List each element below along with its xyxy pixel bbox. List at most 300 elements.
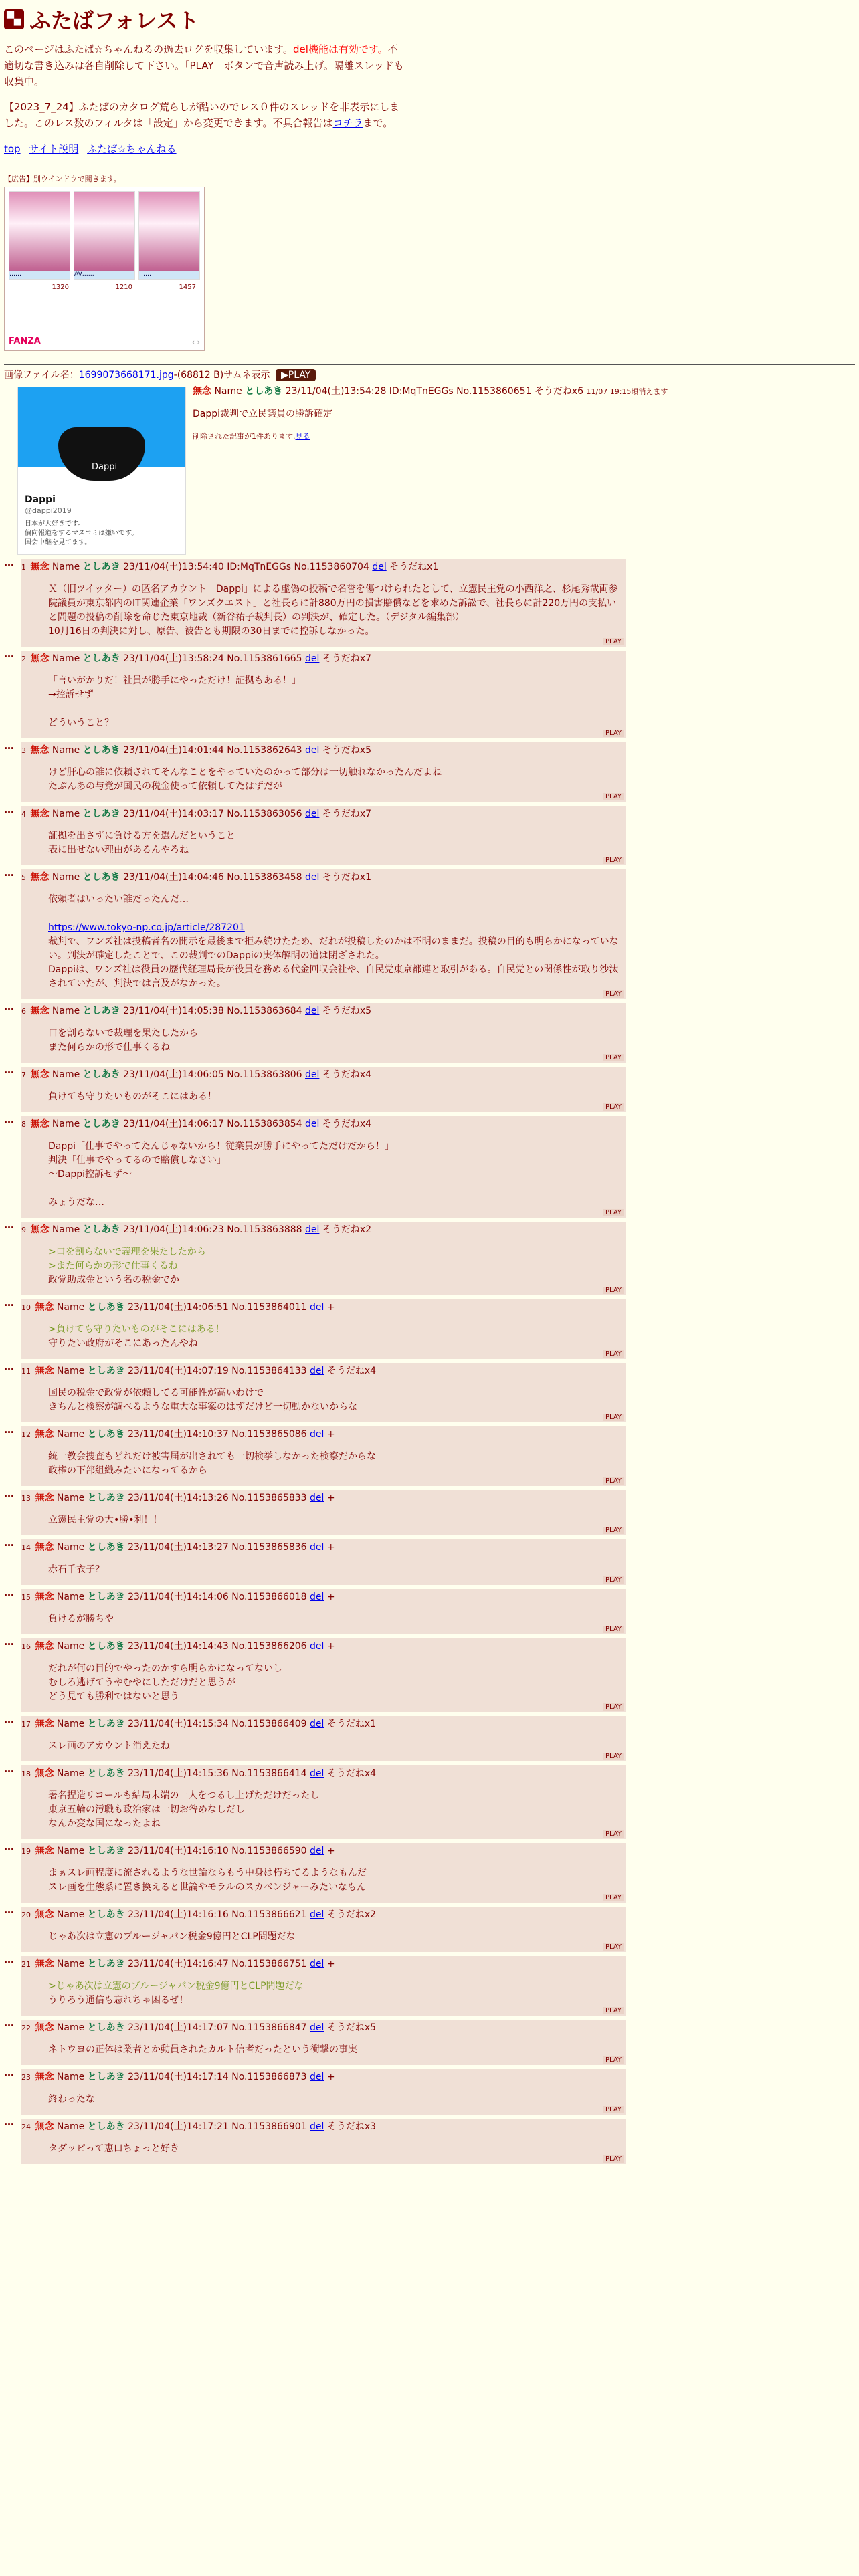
reply-text [48, 1662, 624, 1704]
reply-datetime: 23/11/04(土)14:04:46 No.1153863458 [123, 872, 302, 883]
reply-body [21, 1716, 626, 1761]
del-link[interactable]: del [310, 1542, 324, 1553]
ad-image [139, 192, 199, 271]
reply-play-button[interactable]: PLAY [603, 1703, 624, 1711]
deleted-note [193, 431, 668, 441]
reply [4, 742, 855, 806]
reply-line: 「言いがかりだ！社員が勝手にやっただけ！証拠もある！」 [48, 675, 301, 686]
sodane-button[interactable]: そうだねx1 [326, 1719, 377, 1729]
reply-header [21, 1717, 624, 1731]
reply [4, 1840, 855, 1907]
reply-name: としあき [87, 1768, 125, 1779]
reply [4, 1539, 855, 1589]
del-link[interactable]: del [310, 2121, 324, 2132]
reply-name: としあき [87, 1542, 125, 1553]
reply-name: としあき [87, 2121, 125, 2132]
del-link[interactable]: del [310, 1429, 324, 1440]
reply-play-button[interactable]: PLAY [603, 1753, 624, 1760]
sodane-button[interactable]: + [326, 1959, 335, 1969]
reply-play-button[interactable]: PLAY [603, 1894, 624, 1901]
op-subject: 無念 [193, 386, 211, 397]
reply-name-label: Name [56, 2022, 85, 2033]
reply-line: 赤石千衣子？ [48, 1564, 104, 1575]
ad-banner[interactable] [4, 187, 205, 351]
reply-text [48, 1450, 624, 1478]
reply-line: 守りたい政府がそこにあったんやね [48, 1338, 198, 1349]
reply-play-button[interactable]: PLAY [603, 2056, 624, 2064]
reply-number: 9 [21, 1226, 26, 1235]
ad-item[interactable] [138, 191, 200, 280]
reply-play-button[interactable]: PLAY [603, 730, 624, 737]
sodane-button[interactable]: + [326, 1542, 335, 1553]
reply-marker: … [4, 1537, 14, 1549]
reply-number: 8 [21, 1120, 26, 1129]
site-logo[interactable]: ▀▄ [4, 9, 24, 29]
sodane-button[interactable]: そうだねx1 [322, 872, 372, 883]
reply-datetime: 23/11/04(土)14:17:14 No.1153866873 [128, 2072, 307, 2082]
reply-number: 11 [21, 1367, 31, 1376]
del-link[interactable]: del [305, 809, 320, 819]
reply-line: たぶんあの与党が国民の税金使って依頼してたはずだが [48, 781, 282, 792]
reply [4, 1586, 855, 1638]
sodane-button[interactable]: + [326, 2072, 335, 2082]
reply-subject: 無念 [35, 1429, 54, 1440]
reply-text [48, 1386, 624, 1414]
top-link[interactable]: top [4, 143, 21, 155]
sodane-button[interactable]: + [326, 1493, 335, 1503]
reply-name: としあき [82, 653, 120, 664]
sodane-button[interactable]: そうだねx7 [322, 653, 372, 664]
del-link[interactable]: del [310, 1846, 324, 1856]
reply-datetime: 23/11/04(土)14:15:34 No.1153866409 [128, 1719, 307, 1729]
reply-text [48, 1513, 624, 1527]
reply-datetime: 23/11/04(土)14:10:37 No.1153865086 [128, 1429, 307, 1440]
reply-datetime: 23/11/04(土)13:58:24 No.1153861665 [123, 653, 302, 664]
reply-line [48, 907, 624, 921]
reply-subject: 無念 [30, 745, 50, 756]
sodane-button[interactable]: そうだねx7 [322, 809, 372, 819]
reply-marker: … [4, 556, 14, 568]
site-title: ふたばフォレスト [29, 8, 199, 33]
reply-subject: 無念 [30, 1119, 50, 1130]
reply-line: 終わったな [48, 2094, 95, 2105]
reply-line [48, 702, 624, 716]
reply [4, 1426, 855, 1490]
reply-play-button[interactable]: PLAY [603, 1054, 624, 1061]
reply-header [21, 871, 624, 885]
reply-line: 依頼者はいったい誰だったんだ… [48, 894, 189, 905]
sodane-button[interactable]: そうだねx5 [322, 1006, 372, 1016]
reply-marker: … [4, 1904, 14, 1916]
reply-name: としあき [82, 1224, 120, 1235]
reply-name-label: Name [56, 2072, 85, 2082]
reply-name-label: Name [56, 1909, 85, 1920]
reply-line [48, 1182, 624, 1196]
reply-body [21, 1222, 626, 1295]
reply-name-label: Name [56, 1542, 85, 1553]
reply-subject: 無念 [35, 1959, 54, 1969]
del-link[interactable]: del [305, 745, 320, 756]
reply-header [21, 2070, 624, 2084]
del-link[interactable]: del [310, 1959, 324, 1969]
reply-datetime: 23/11/04(土)14:16:10 No.1153866590 [128, 1846, 307, 1856]
del-link[interactable]: del [305, 1224, 320, 1235]
reply-text [48, 1323, 624, 1351]
reply-play-button[interactable]: PLAY [603, 1477, 624, 1485]
reply-subject: 無念 [35, 1768, 54, 1779]
reply-play-button[interactable]: PLAY [603, 1350, 624, 1358]
del-link[interactable]: del [310, 2072, 324, 2082]
reply-marker: … [4, 803, 14, 815]
reply-marker: … [4, 1113, 14, 1125]
reply-name-label: Name [52, 1119, 80, 1130]
reply-number: 4 [21, 810, 26, 819]
reply-subject: 無念 [35, 1542, 54, 1553]
reply-marker: … [4, 867, 14, 879]
ad-caption: …… [139, 271, 199, 279]
del-link[interactable]: del [310, 1366, 324, 1376]
reply-line: けど肝心の誰に依頼されてそんなことをやっていたのかって部分は一切触れなかったんだよね [48, 767, 442, 778]
sodane-button[interactable]: そうだねx6 [534, 386, 584, 397]
reply-line: 証拠を出さずに負ける方を選んだということ [48, 831, 235, 841]
sodane-button[interactable]: + [326, 1641, 335, 1652]
reply-header [21, 744, 624, 758]
reply-name-label: Name [52, 872, 80, 883]
reply-play-button[interactable]: PLAY [603, 638, 624, 645]
reply-text [48, 893, 624, 991]
reply [4, 2066, 855, 2119]
sodane-button[interactable]: そうだねx3 [326, 2121, 377, 2132]
reply-marker: … [4, 1763, 14, 1775]
reply-body [21, 1299, 626, 1359]
reply-line: 〜Dappi控訴せず〜 [48, 1169, 132, 1180]
reply-marker: … [4, 1487, 14, 1499]
sodane-button[interactable]: そうだねx1 [389, 562, 439, 572]
reply-play-button[interactable]: PLAY [603, 990, 624, 998]
reply-header [21, 1640, 624, 1654]
op-name: としあき [245, 386, 283, 397]
reply-name-label: Name [56, 1429, 85, 1440]
sodane-button[interactable]: そうだねx4 [326, 1768, 377, 1779]
reply-play-button[interactable]: PLAY [603, 1527, 624, 1534]
reply-line: 政権の下部組織みたいになってるから [48, 1465, 207, 1476]
reply-text [48, 1979, 624, 2008]
reply-play-button[interactable]: PLAY [603, 1626, 624, 1633]
del-link[interactable]: del [305, 1119, 320, 1130]
sodane-button[interactable]: そうだねx4 [326, 1366, 377, 1376]
reply-text [48, 1140, 624, 1210]
reply-name-label: Name [52, 809, 80, 819]
reply-line: じゃあ次は立憲のブルージャパン税金9億円とCLP問題だな [48, 1931, 296, 1942]
ad-price: 1210 [115, 284, 132, 291]
reply-play-button[interactable]: PLAY [603, 1287, 624, 1294]
reply-marker: … [4, 1219, 14, 1231]
reply-text [48, 766, 624, 794]
reply-datetime: 23/11/04(土)14:13:27 No.1153865836 [128, 1542, 307, 1553]
sodane-button[interactable]: そうだねx4 [322, 1069, 372, 1080]
reply-subject: 無念 [35, 1909, 54, 1920]
reply-play-button[interactable]: PLAY [603, 793, 624, 800]
ad-price: 1320 [52, 284, 69, 291]
reply-name: としあき [82, 1069, 120, 1080]
reply-datetime: 23/11/04(土)14:07:19 No.1153864133 [128, 1366, 307, 1376]
quote-line: >負けても守りたいものがそこにはある！ [48, 1324, 225, 1335]
quote-line: >また何らかの形で仕事くるね [48, 1261, 178, 1271]
reply-number: 16 [21, 1642, 31, 1651]
reply-body [21, 1589, 626, 1634]
reply-name-label: Name [56, 1302, 85, 1313]
del-link[interactable]: del [310, 1302, 324, 1313]
reply-datetime: 23/11/04(土)14:16:16 No.1153866621 [128, 1909, 307, 1920]
reply-number: 21 [21, 1960, 31, 1969]
reply [4, 1064, 855, 1116]
show-deleted-link[interactable]: 見る [295, 432, 310, 441]
reply-text [48, 1930, 624, 1944]
del-link[interactable]: del [305, 1006, 320, 1016]
reply [4, 1713, 855, 1765]
reply-name: としあき [87, 1909, 125, 1920]
reply-number: 13 [21, 1494, 31, 1503]
reply-line: 国民の税金で政党が依頼してる可能性が高いわけで [48, 1388, 264, 1398]
reply-body [21, 1067, 626, 1112]
reply-line: 立憲民主党の大•勝•利！！ [48, 1515, 163, 1525]
del-link[interactable]: del [372, 562, 387, 572]
ad-item[interactable] [74, 191, 135, 280]
reply-header [21, 560, 624, 574]
reply-play-button[interactable]: PLAY [603, 1576, 624, 1584]
reply [4, 2017, 855, 2069]
reply-name-label: Name [52, 653, 80, 664]
notice-del-text: del機能は有効です。 [292, 43, 388, 56]
expire-note: 11/07 19:15頃消えます [586, 387, 668, 396]
reply-name: としあき [87, 1592, 125, 1602]
reply-number: 2 [21, 655, 26, 663]
notice-text: このページはふたば☆ちゃんねるの過去ログを収集しています。 [4, 43, 293, 56]
reply-body [21, 1765, 626, 1839]
image-profile-bio [25, 520, 138, 548]
reply-body [21, 2119, 626, 2164]
reply-number: 1 [21, 563, 26, 572]
reply-name: としあき [87, 1429, 125, 1440]
reply-name-label: Name [52, 1006, 80, 1016]
reply [4, 1219, 855, 1299]
reply-body [21, 1539, 626, 1585]
reply-datetime: 23/11/04(土)14:05:38 No.1153863684 [123, 1006, 302, 1016]
reply-number: 19 [21, 1847, 31, 1856]
reply-name-label: Name [56, 1846, 85, 1856]
site-info-link[interactable]: サイト説明 [29, 143, 79, 155]
file-label: 画像ファイル名： [4, 370, 79, 381]
reply-subject: 無念 [35, 2072, 54, 2082]
futaba-link[interactable]: ふたば☆ちゃんねる [87, 143, 177, 155]
reply-line: 政党助成金という名の税金でか [48, 1275, 179, 1285]
reply-text [48, 829, 624, 857]
reply-name-label: Name [56, 1493, 85, 1503]
play-button[interactable]: ▶PLAY [276, 369, 316, 381]
reply-name: としあき [82, 872, 120, 883]
reply-header [21, 1428, 624, 1442]
reply-header [21, 2021, 624, 2035]
reply-line: 負けるが勝ちや [48, 1614, 114, 1624]
reply-header [21, 1491, 624, 1505]
reply [4, 1904, 855, 1956]
reply-line: まぁスレ画程度に流されるような世論ならもう中身は朽ちてるようなもんだ [48, 1868, 367, 1879]
reply-play-button[interactable]: PLAY [603, 1103, 624, 1111]
reply-number: 15 [21, 1593, 31, 1602]
reply-text [48, 2043, 624, 2057]
file-info [4, 368, 855, 381]
reply-marker: … [4, 2116, 14, 2128]
reply-line: スレ画を生態系に置き換えると世論やモラルのスカベンジャーみたいなもん [48, 1882, 366, 1893]
reply-name: としあき [82, 745, 120, 756]
reply-datetime: 23/11/04(土)14:17:21 No.1153866901 [128, 2121, 307, 2132]
reply-name-label: Name [52, 1069, 80, 1080]
sodane-button[interactable]: そうだねx5 [322, 745, 372, 756]
reply-play-button[interactable]: PLAY [603, 857, 624, 864]
sodane-button[interactable]: そうだねx2 [326, 1909, 377, 1920]
image-profile-handle: @dappi2019 [25, 506, 72, 515]
reply-subject: 無念 [35, 1641, 54, 1652]
del-link[interactable]: del [310, 1768, 324, 1779]
reply-link[interactable]: https://www.tokyo-np.co.jp/article/287201 [48, 922, 245, 933]
reply-header [21, 1767, 624, 1781]
reply-number: 23 [21, 2073, 31, 2082]
reply-marker: … [4, 648, 14, 660]
bio-line: 日本が大好きです。 [25, 520, 85, 528]
ad-price: 1457 [179, 284, 196, 291]
op-image[interactable] [17, 387, 186, 555]
op-post [4, 384, 855, 555]
del-link[interactable]: del [310, 1641, 324, 1652]
reply-subject: 無念 [30, 809, 50, 819]
ad-brand: FANZA [9, 336, 41, 346]
reply-play-button[interactable]: PLAY [603, 2155, 624, 2163]
reply-body [21, 651, 626, 738]
reply-subject: 無念 [35, 1592, 54, 1602]
reply [4, 2116, 855, 2168]
reply-body [21, 869, 626, 999]
sodane-button[interactable]: そうだねx5 [326, 2022, 377, 2033]
reply-line: なんか変な国になったよね [48, 1818, 161, 1829]
reply-play-button[interactable]: PLAY [603, 1414, 624, 1421]
file-link[interactable]: 1699073668171.jpg [78, 370, 174, 381]
reply [4, 1953, 855, 2020]
reply-line: Ｘ（旧ツイッター）の匿名アカウント「Dappi」による虚偽の投稿で名誉を傷つけられたとして、立憲民主党の小西洋之、杉尾秀哉両参院議員が東京都内のIT関連企業「ワンズクエスト」と社長らに計880万円の損害賠償などを求めた訴訟で、社長らに計220万円の支払いと問題の投稿の削除を命じた東京地裁（新谷祐子裁判長）の判決が、確定した。（デジタル編集部） [48, 584, 618, 623]
notice-text: 【2023_7_24】ふたばのカタログ荒らしが酷いのでレス０件のスレッドを非表示にしました。このレス数のフィルタは「設定」から変更できます。不具合報告は [4, 101, 400, 129]
reply-name: としあき [87, 1959, 125, 1969]
reply [4, 648, 855, 742]
reply-marker: … [4, 1713, 14, 1725]
reply-subject: 無念 [30, 1069, 50, 1080]
reply-datetime: 23/11/04(土)14:06:17 No.1153863854 [123, 1119, 302, 1130]
reply-marker: … [4, 740, 14, 752]
reply-text [48, 1612, 624, 1626]
reply-body [21, 1426, 626, 1486]
reply-subject: 無念 [35, 1366, 54, 1376]
reply-play-button[interactable]: PLAY [603, 2007, 624, 2014]
ad-caption: …… [9, 271, 70, 279]
reply-header [21, 1908, 624, 1922]
reply [4, 1765, 855, 1843]
del-link[interactable]: del [305, 653, 320, 664]
reply-header [21, 1117, 624, 1132]
reply-name-label: Name [56, 2121, 85, 2132]
reply-datetime: 23/11/04(土)14:06:05 No.1153863806 [123, 1069, 302, 1080]
reply-line: 署名捏造リコールも結局末端の一人をつるし上げただけだったし [48, 1790, 320, 1801]
reply-line: 統一教会捜査もどれだけ被害届が出されても一切検挙しなかった検察だからな [48, 1451, 376, 1462]
reply-subject: 無念 [30, 653, 50, 664]
sodane-button[interactable]: そうだねx4 [322, 1119, 372, 1130]
reply-line: だれが何の目的でやったのかすら明らかになってないし [48, 1663, 282, 1674]
del-link[interactable]: del [310, 1719, 324, 1729]
reply-name-label: Name [56, 1592, 85, 1602]
reply-subject: 無念 [35, 1846, 54, 1856]
del-link[interactable]: del [310, 1592, 324, 1602]
reply-line: 判決「仕事でやってるので賠償しなさい」 [48, 1155, 226, 1166]
reply-play-button[interactable]: PLAY [603, 1209, 624, 1216]
reply [4, 1487, 855, 1539]
reply-marker: … [4, 1840, 14, 1852]
sodane-button[interactable]: + [326, 1846, 335, 1856]
reply-line: ネトウヨの正体は業者とか動員されたカルト信者だったという衝撃の事実 [48, 2044, 357, 2055]
reply-number: 6 [21, 1007, 26, 1016]
reply-text [48, 674, 624, 730]
reply-header [21, 1541, 624, 1555]
reply-header [21, 1957, 624, 1971]
reply-marker: … [4, 1064, 14, 1076]
sodane-button[interactable]: + [326, 1429, 335, 1440]
reply-play-button[interactable]: PLAY [603, 1943, 624, 1951]
reply-body [21, 2020, 626, 2065]
del-link[interactable]: del [305, 1069, 320, 1080]
quote-line: >口を割らないで義理を果たしたから [48, 1247, 206, 1257]
reply-header [21, 2120, 624, 2134]
reply-play-button[interactable]: PLAY [603, 1830, 624, 1838]
del-link[interactable]: del [310, 1493, 324, 1503]
reply-text [48, 1090, 624, 1104]
sodane-button[interactable]: + [326, 1592, 335, 1602]
image-profile-name: Dappi [25, 494, 56, 505]
ad-item[interactable] [9, 191, 70, 280]
del-link[interactable]: del [305, 872, 320, 883]
reply-line: 表に出せない理由があるんやろね [48, 845, 189, 855]
reply-subject: 無念 [30, 872, 50, 883]
reply-body [21, 1907, 626, 1952]
reply-marker: … [4, 1953, 14, 1965]
del-link[interactable]: del [310, 2022, 324, 2033]
ad-pager[interactable]: ‹ › [191, 338, 200, 346]
reply-number: 18 [21, 1769, 31, 1778]
sodane-button[interactable]: + [326, 1302, 335, 1313]
reply-body [21, 1363, 626, 1422]
reply-datetime: 23/11/04(土)14:13:26 No.1153865833 [128, 1493, 307, 1503]
reply-header [21, 1364, 624, 1378]
reply-subject: 無念 [30, 1006, 50, 1016]
notice-text: 不適切な書き込みは各自削除して下さい。「PLAY」ボタンで音声読み上げ。隔離スレッドも収集中。 [4, 43, 404, 88]
reply [4, 1360, 855, 1426]
del-link[interactable]: del [310, 1909, 324, 1920]
reply-datetime: 23/11/04(土)14:06:23 No.1153863888 [123, 1224, 302, 1235]
reply-play-button[interactable]: PLAY [603, 2106, 624, 2113]
reply-marker: … [4, 1000, 14, 1012]
bug-report-link[interactable]: コチラ [332, 117, 363, 129]
sodane-button[interactable]: そうだねx2 [322, 1224, 372, 1235]
reply-datetime: 23/11/04(土)14:14:06 No.1153866018 [128, 1592, 307, 1602]
reply-marker: … [4, 1297, 14, 1309]
site-header [4, 4, 855, 35]
ad-image [9, 192, 70, 271]
reply-list [4, 556, 855, 2168]
